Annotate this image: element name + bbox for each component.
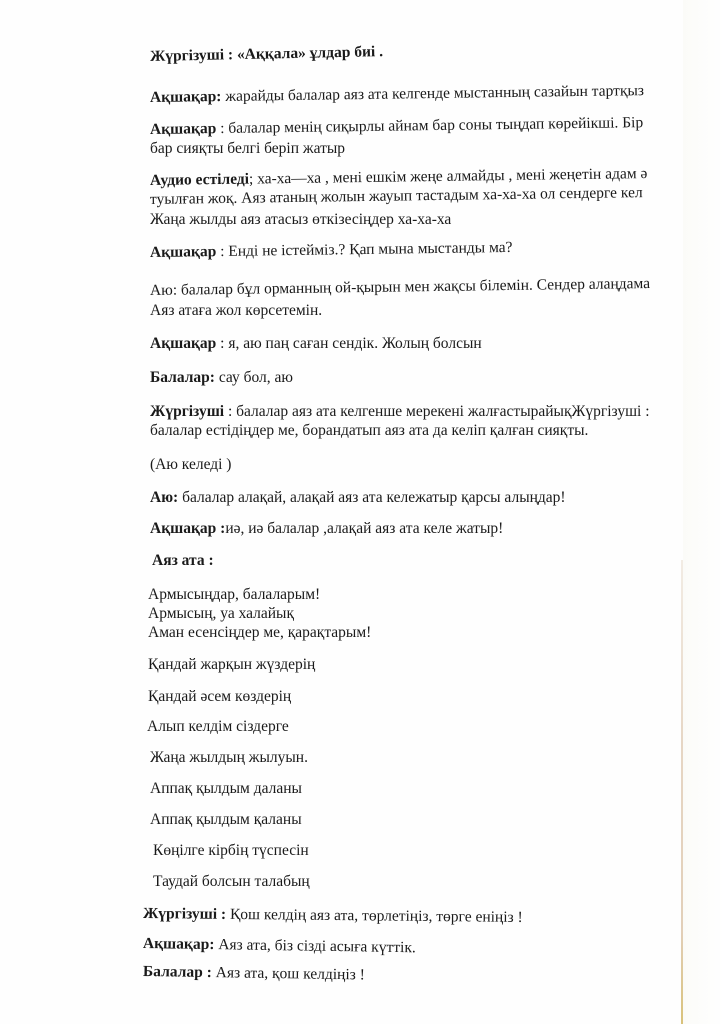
line-text: (Аю келеді )	[150, 456, 232, 473]
speaker-label: Жүргізуші	[150, 403, 225, 420]
doc-line	[143, 905, 523, 927]
line-text: Аппақ қылдым даланы	[150, 780, 302, 797]
poem-line	[150, 749, 308, 767]
line-text: Аяз атаға жол көрсетемін.	[150, 302, 323, 319]
doc-line	[150, 422, 588, 440]
line-text: Аяз ата, қош келдіңіз !	[211, 964, 366, 984]
line-text: Армысың, уа халайық	[148, 605, 294, 622]
line-text: Жаңа жылды аяз атасыз өткізесіңдер ха-ха-ха	[150, 211, 452, 228]
line-text: : Енді не істейміз.? Қап мына мыстанды ма?	[216, 238, 513, 261]
line-text: Қош келдің аяз ата, төрлетіңіз, төрге еніңіз !	[226, 905, 523, 926]
line-text: Аяз ата, біз сізді асыға күттік.	[214, 936, 416, 957]
line-text: балалар алақай, алақай аяз ата кележатыр қарсы алыңдар!	[178, 489, 566, 506]
line-text: жарайды балалар аяз ата келгенде мыстанның сазайын тартқыз	[221, 82, 645, 106]
speaker-label: Ақшақар:	[149, 88, 222, 106]
poem-line	[148, 656, 315, 674]
speaker-label: Ақшақар	[149, 243, 217, 261]
line-text: бар сияқты белгі беріп жатыр	[150, 140, 346, 157]
speaker-label: Жүргізуші : «Аққала» ұлдар биі .	[149, 43, 384, 65]
doc-line	[150, 335, 482, 353]
doc-line	[152, 552, 214, 570]
speaker-label: Жүргізуші :	[142, 905, 227, 923]
doc-line	[150, 302, 322, 320]
doc-line	[150, 81, 724, 107]
page-edge-line	[681, 560, 683, 1024]
poem-line	[148, 688, 291, 706]
doc-line	[143, 963, 365, 984]
line-text: сау бол, аю	[214, 369, 293, 386]
poem-line	[147, 718, 289, 736]
doc-line	[150, 140, 345, 158]
poem-line	[148, 624, 371, 642]
line-text: Аппақ қылдым қаланы	[150, 811, 302, 828]
line-text: : балалар аяз ата келгенше мерекені жалғастырайықЖүргізуші :	[224, 403, 650, 420]
line-text: Алып келдім сіздерге	[147, 718, 289, 735]
line-text: Қандай әсем көздерің	[148, 688, 292, 705]
line-text: Қандай жарқын жүздерің	[148, 656, 316, 673]
line-text: балалар естідіңдер ме, борандатып аяз ата да келіп қалған сияқты.	[150, 422, 589, 439]
speaker-label: Балалар :	[142, 963, 212, 982]
poem-line	[148, 605, 294, 623]
poem-line	[148, 586, 320, 604]
doc-line	[150, 43, 383, 66]
line-text: : балалар менің сиқырлы айнам бар соны тыңдап көрейікші. Бір	[216, 114, 644, 138]
line-text: ; ха-ха—ха , мені ешкім жеңе алмайды , мені жеңетін адам ә	[248, 165, 648, 188]
line-text: Аю: балалар бұл орманның ой-қырын мен жақсы білемін. Сендер алаңдама	[149, 275, 651, 299]
doc-line	[150, 456, 231, 474]
poem-line	[150, 811, 302, 829]
line-text: иә, иә балалар ,алақай аяз ата келе жатыр!	[225, 520, 504, 537]
doc-line	[150, 403, 650, 421]
poem-line	[153, 842, 309, 860]
doc-line	[150, 369, 293, 387]
line-text: туылған жоқ. Аяз атаның жолын жауып тастадым ха-ха-ха ол сендерге кел	[149, 184, 643, 208]
speaker-label: Балалар:	[150, 369, 215, 386]
doc-line	[150, 275, 650, 300]
speaker-label: Ақшақар	[150, 335, 217, 352]
speaker-label: Ақшақар :	[150, 520, 226, 537]
line-text: Жаңа жылдың жылуын.	[150, 749, 308, 766]
doc-line	[150, 211, 451, 229]
speaker-label: Ақшақар:	[142, 935, 215, 954]
speaker-label: Аудио естіледі	[149, 170, 250, 189]
doc-line	[143, 935, 416, 957]
line-text: Армысыңдар, балаларым!	[148, 586, 321, 603]
line-text: Таудай болсын талабың	[153, 873, 310, 890]
poem-line	[150, 780, 302, 798]
line-text: : я, аю паң саған сендік. Жолың болсын	[216, 335, 482, 352]
line-text: Аман есенсіңдер ме, қарақтарым!	[148, 624, 372, 641]
poem-line	[153, 873, 310, 891]
speaker-label: Ақшақар	[149, 120, 217, 138]
doc-line	[150, 489, 566, 507]
speaker-label: Аю:	[150, 489, 179, 506]
page-edge-shade	[683, 0, 724, 1024]
doc-line	[150, 114, 643, 139]
line-text: Көңілге кірбің түспесін	[153, 842, 309, 859]
speaker-label: Аяз ата :	[152, 552, 214, 569]
doc-line	[150, 239, 513, 262]
doc-line	[150, 520, 503, 538]
